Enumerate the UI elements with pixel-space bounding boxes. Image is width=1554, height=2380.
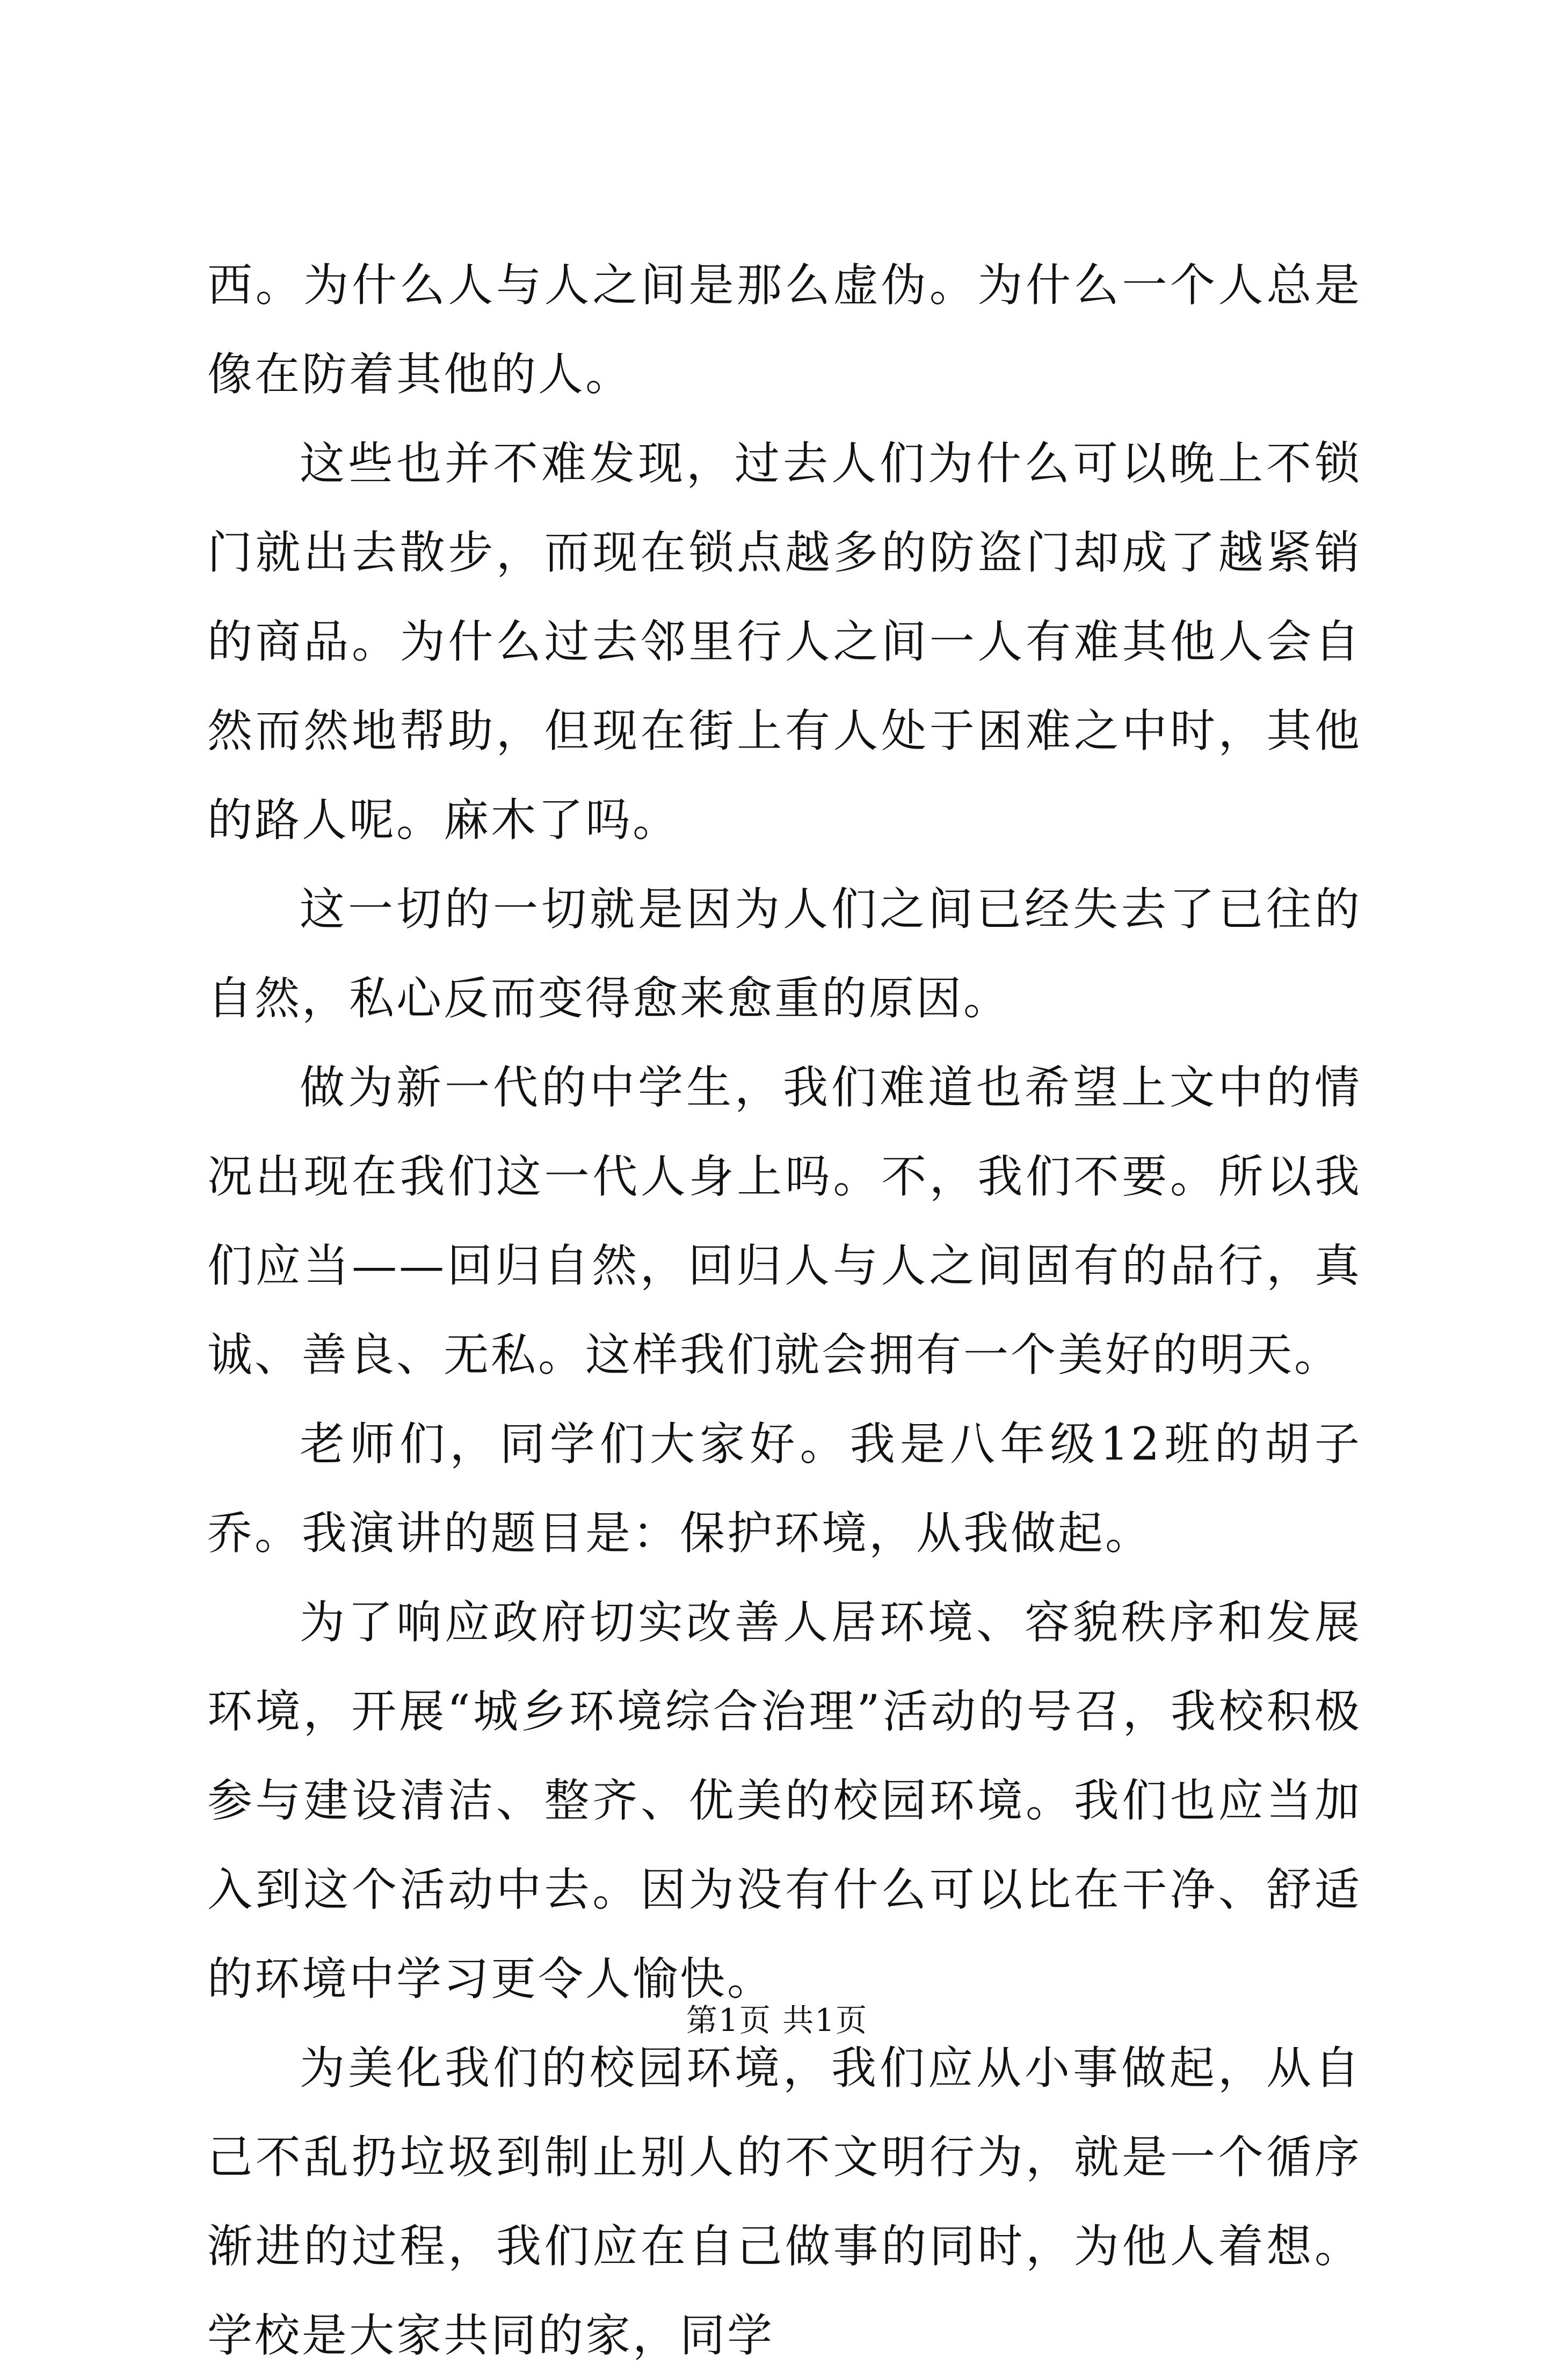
paragraph-4: 做为新一代的中学生，我们难道也希望上文中的情况出现在我们这一代人身上吗。不，我们不要。所以我们应当——回归自然，回归人与人之间固有的品行，真诚、善良、无私。这样我们就会拥有一个美好的明天。: [207, 1061, 1362, 1381]
paragraph-2: 这些也并不难发现，过去人们为什么可以晚上不锁门就出去散步，而现在锁点越多的防盗门却成了越紧销的商品。为什么过去邻里行人之间一人有难其他人会自然而然地帮助，但现在街上有人处于困难之中时，其他的路人呢。麻木了吗。: [207, 437, 1362, 846]
paragraph-3: 这一切的一切就是因为人们之间已经失去了已往的自然，私心反而变得愈来愈重的原因。: [207, 883, 1362, 1025]
paragraph-5: 老师们，同学们大家好。我是八年级12班的胡子乔。我演讲的题目是：保护环境，从我做起。: [207, 1418, 1362, 1559]
document-body: [207, 241, 1362, 2380]
paragraph-1: 西。为什么人与人之间是那么虚伪。为什么一个人总是像在防着其他的人。: [207, 259, 1362, 401]
paragraph-6: 为了响应政府切实改善人居环境、容貌秩序和发展环境，开展“城乡环境综合治理”活动的号召，我校积极参与建设清洁、整齐、优美的校园环境。我们也应当加入到这个活动中去。因为没有什么可以比在干净、舒适的环境中学习更令人愉快。: [207, 1596, 1362, 2005]
page-footer: 第1页 共1页: [686, 2002, 868, 2038]
paragraph-7: 为美化我们的校园环境，我们应从小事做起，从自己不乱扔垃圾到制止别人的不文明行为，就是一个循序渐进的过程，我们应在自己做事的同时，为他人着想。学校是大家共同的家，同学: [207, 2042, 1362, 2362]
